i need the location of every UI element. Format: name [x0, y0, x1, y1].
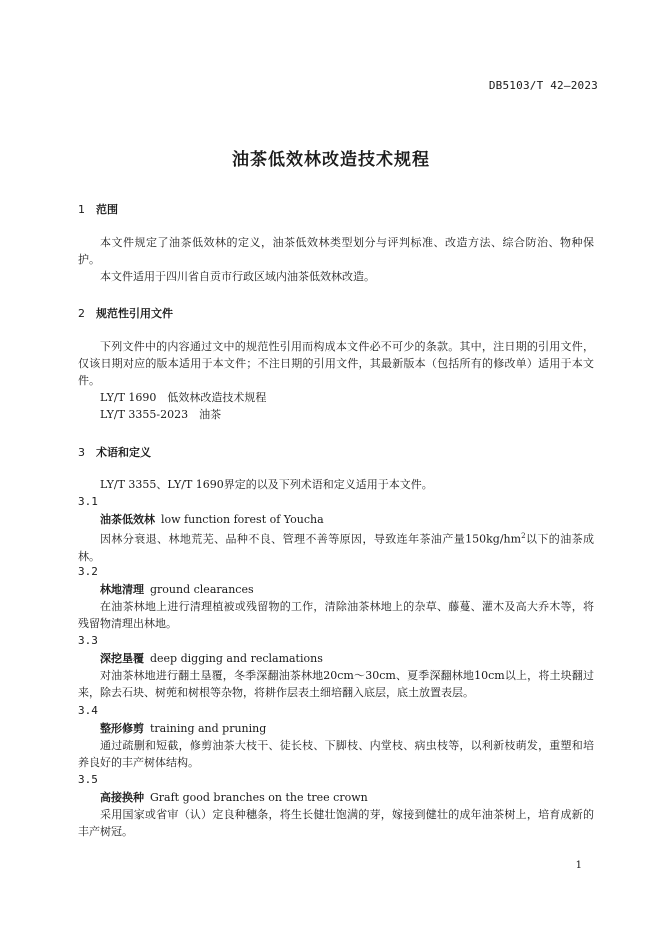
term-name-en: deep digging and reclamations — [150, 652, 323, 665]
paragraph: 本文件规定了油茶低效林的定义，油茶低效林类型划分与评判标准、改造方法、综合防治、物种保护。 — [78, 236, 594, 266]
term-heading — [100, 789, 368, 806]
section-number: 1 — [78, 203, 85, 216]
document-title: 油茶低效林改造技术规程 — [232, 150, 430, 170]
term-heading — [100, 581, 254, 598]
term-name-zh: 高接换种 — [100, 791, 144, 804]
paragraph: 下列文件中的内容通过文中的规范性引用而构成本文件必不可少的条款。其中，注日期的引用文件，仅该日期对应的版本适用于本文件；不注日期的引用文件，其最新版本（包括所有的修改单）适用于本文件。 — [78, 340, 594, 387]
term-name-zh: 油茶低效林 — [100, 513, 155, 526]
term-name-en: Graft good branches on the tree crown — [150, 791, 368, 804]
section-heading-normative-references — [78, 305, 173, 321]
section-number: 2 — [78, 307, 85, 320]
page-number: 1 — [575, 860, 582, 871]
term-name-en: ground clearances — [150, 583, 254, 596]
term-name-zh: 林地清理 — [100, 583, 144, 596]
paragraph: LY/T 3355、LY/T 1690界定的以及下列术语和定义适用于本文件。 — [100, 478, 433, 491]
section-title: 术语和定义 — [96, 446, 151, 459]
document-code: DB5103/T 42—2023 — [488, 79, 598, 92]
term-number: 3.5 — [78, 773, 98, 786]
term-definition: 通过疏删和短截，修剪油茶大枝干、徒长枝、下脚枝、内堂枝、病虫枝等，以利新枝萌发，重塑和培养良好的丰产树体结构。 — [78, 739, 594, 769]
term-definition: 对油茶林地进行翻土垦覆，冬季深翻油茶林地20cm～30cm、夏季深翻林地10cm以上，将土块翻过来，除去石块、树蔸和树根等杂物，将耕作层表土细培翻入底层，底土放置表层。 — [78, 669, 594, 699]
section-title: 规范性引用文件 — [96, 307, 173, 320]
paragraph: 本文件适用于四川省自贡市行政区域内油茶低效林改造。 — [100, 270, 375, 283]
term-number: 3.3 — [78, 634, 98, 647]
reference-item: LY/T 1690 低效林改造技术规程 — [100, 391, 267, 404]
term-name-zh: 整形修剪 — [100, 722, 144, 735]
section-number: 3 — [78, 446, 85, 459]
term-heading — [100, 720, 266, 737]
term-definition: 在油茶林地上进行清理植被或残留物的工作，清除油茶林地上的杂草、藤蔓、灌木及高大乔木等，将残留物清理出林地。 — [78, 600, 594, 630]
term-number: 3.4 — [78, 704, 98, 717]
term-number: 3.1 — [78, 495, 98, 508]
reference-item: LY/T 3355-2023 油茶 — [100, 408, 222, 421]
term-name-en: low function forest of Youcha — [161, 513, 324, 526]
section-title: 范围 — [96, 203, 118, 216]
term-definition: 因林分衰退、林地荒芜、品种不良、管理不善等原因，导致连年茶油产量$150kg/hm^2$以下的油茶成林。 — [78, 532, 595, 563]
term-heading — [100, 511, 324, 528]
section-heading-scope — [78, 201, 118, 217]
term-name-zh: 深挖垦覆 — [100, 652, 144, 665]
term-number: 3.2 — [78, 565, 98, 578]
term-name-en: training and pruning — [150, 722, 267, 735]
section-heading-terms — [78, 444, 151, 460]
term-heading — [100, 650, 323, 667]
term-definition: 采用国家或省审（认）定良种穗条，将生长健壮饱满的芽，嫁接到健壮的成年油茶树上，培育成新的丰产树冠。 — [78, 808, 594, 838]
